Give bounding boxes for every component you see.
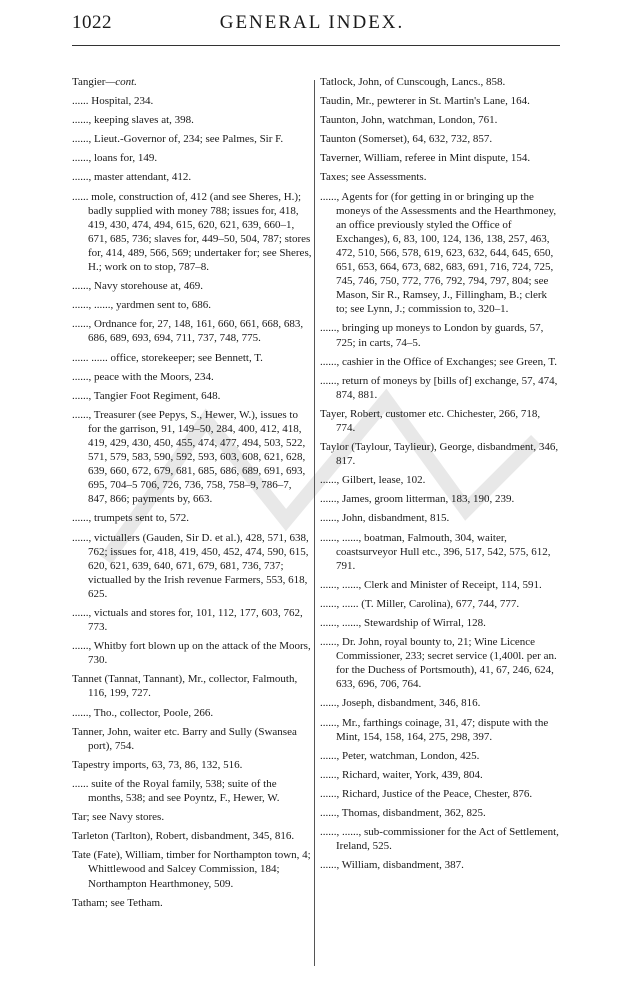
entry-heading bbox=[72, 75, 312, 89]
index-entry: Taylor (Taylour, Taylieur), George, disbandment, 346, 817. bbox=[320, 441, 559, 468]
index-entry: ...... ...... office, storekeeper; see Bennett, T. bbox=[72, 351, 263, 364]
index-entry: Taudin, Mr., pewterer in St. Martin's Lane, 164. bbox=[320, 95, 530, 108]
index-entry: ......, victuallers (Gauden, Sir D. et al.), 428, 571, 638, 762; issues for, 418, 419, 450, 452, 474, 590, 615, 620, 621, 639, 640, 671, 679, 681, 736, 737; victualled by the Irish revenue Farmers, 553, 618, 625. bbox=[72, 531, 309, 600]
heading-text: Tangier bbox=[72, 76, 106, 88]
index-entry: Tayer, Robert, customer etc. Chichester, 266, 718, 774. bbox=[320, 407, 541, 434]
index-entry: ......, Treasurer (see Pepys, S., Hewer, W.), issues to for the garrison, 91, 149–50, 284, 400, 412, 418, 419, 429, 430, 450, 455, 474, 477, 494, 503, 522, 571, 579, 583, 590, 592, 593, 603, 608, 621, 628, 639, 660, 672, 679, 681, 685, 686, 689, 691, 693, 695, 704–5 706, 726, 736, 758, 758–9, 786–7, 847, 866; payments by, 663. bbox=[72, 408, 306, 506]
index-entry: ......, Navy storehouse at, 469. bbox=[72, 280, 204, 293]
index-entry: ......, Joseph, disbandment, 346, 816. bbox=[320, 697, 481, 710]
index-entry: ......, ......, Stewardship of Wirral, 128. bbox=[320, 617, 486, 629]
header-rule bbox=[72, 45, 560, 46]
left-column bbox=[72, 75, 312, 915]
heading-cont: —cont. bbox=[105, 76, 137, 88]
index-entry: ......, Thomas, disbandment, 362, 825. bbox=[320, 807, 486, 820]
index-entry: ......, Richard, waiter, York, 439, 804. bbox=[320, 768, 483, 781]
index-entry: ......, ......, boatman, Falmouth, 304, waiter, coastsurveyor Hull etc., 396, 517, 542, 575, 612, 791. bbox=[320, 531, 551, 572]
index-entry: ......, master attendant, 412. bbox=[72, 171, 192, 184]
index-entry: Taverner, William, referee in Mint dispute, 154. bbox=[320, 152, 531, 165]
index-entry: ......, return of moneys by [bills of] exchange, 57, 474, 874, 881. bbox=[320, 374, 558, 401]
index-entry: ......, loans for, 149. bbox=[72, 152, 158, 165]
index-entry: ......, Lieut.-Governor of, 234; see Palmes, Sir F. bbox=[72, 133, 284, 146]
index-entry: ......, cashier in the Office of Exchanges; see Green, T. bbox=[320, 355, 558, 368]
index-entry: ......, Tangier Foot Regiment, 648. bbox=[72, 389, 221, 402]
column-divider bbox=[314, 80, 315, 966]
index-entry: ......, Dr. John, royal bounty to, 21; Wine Licence Commissioner, 233; secret service (1,400l. per an. for the Duchess of Portsmouth), 41, 67, 246, 624, 633, 696, 706, 764. bbox=[320, 636, 557, 691]
index-entry: ......, James, groom litterman, 183, 190, 239. bbox=[320, 493, 515, 506]
index-entry: ......, Richard, Justice of the Peace, Chester, 876. bbox=[320, 787, 533, 800]
index-entry: ......, John, disbandment, 815. bbox=[320, 512, 450, 525]
index-entry: ......, Ordnance for, 27, 148, 161, 660, 661, 668, 683, 686, 689, 693, 694, 711, 737, 748, 775. bbox=[72, 318, 304, 345]
index-entry: ......, Peter, watchman, London, 425. bbox=[320, 749, 480, 762]
index-entry: ......, peace with the Moors, 234. bbox=[72, 370, 214, 383]
right-column bbox=[320, 75, 560, 877]
index-entry: Tatlock, John, of Cunscough, Lancs., 858. bbox=[320, 76, 506, 88]
index-entry: ......, victuals and stores for, 101, 112, 177, 603, 762, 773. bbox=[72, 607, 303, 634]
index-entry: ......, ......, Clerk and Minister of Receipt, 114, 591. bbox=[320, 578, 542, 591]
index-entry: Taunton, John, watchman, London, 761. bbox=[320, 114, 498, 127]
index-entry: ......, Mr., farthings coinage, 31, 47; dispute with the Mint, 154, 158, 164, 275, 298, 397. bbox=[320, 716, 549, 743]
index-entry: Tanner, John, waiter etc. Barry and Sully (Swansea port), 754. bbox=[72, 725, 297, 752]
index-entry: ...... mole, construction of, 412 (and see Sheres, H.); badly supplied with money 788; issues for, 418, 419, 430, 474, 494, 615, 620, 621, 639, 660–1, 671, 685, 736; slaves for, 449–50, 504, 787; stores for, 414, 489, 566, 569; undertaker for; see Sheres, H.; work on to stop, 787–8. bbox=[72, 190, 312, 274]
index-entry: ...... suite of the Royal family, 538; suite of the months, 538; and see Poyntz, F., Hewer, W. bbox=[72, 777, 280, 805]
index-entry: Tarleton (Tarlton), Robert, disbandment, 345, 816. bbox=[72, 830, 295, 843]
index-entry: Taunton (Somerset), 64, 632, 732, 857. bbox=[320, 133, 493, 146]
index-entry: Tannet (Tannat, Tannant), Mr., collector, Falmouth, 116, 199, 727. bbox=[72, 673, 298, 700]
index-entry: ......, Gilbert, lease, 102. bbox=[320, 474, 426, 487]
index-entry: Tapestry imports, 63, 73, 86, 132, 516. bbox=[72, 758, 243, 771]
index-entry: Tate (Fate), William, timber for Northampton town, 4; Whittlewood and Salcey Commission, 184; Northampton Hearthmoney, 509. bbox=[72, 849, 311, 890]
index-entry: Tar; see Navy stores. bbox=[72, 811, 165, 824]
index-entry: Tatham; see Tetham. bbox=[72, 896, 163, 909]
page-title: GENERAL INDEX. bbox=[219, 12, 405, 33]
index-entry: ......, Tho., collector, Poole, 266. bbox=[72, 706, 214, 719]
index-entry: ......, Agents for (for getting in or bringing up the moneys of the Assessments and the Hearthmoney, an office previously styled the Office of Exchanges), 6, 83, 100, 124, 136, 138, 257, 463, 472, 510, 566, 578, 619, 623, 632, 644, 645, 650, 651, 653, 664, 673, 682, 683, 691, 716, 724, 725, 745, 746, 750, 772, 776, 792, 794, 797, 804; see Mason, Sir R., Ramsey, J., Fillingham, B.; clerk to; see Lynn, J.; commission to, 320–1. bbox=[320, 190, 557, 316]
index-entry: ......, Whitby fort blown up on the attack of the Moors, 730. bbox=[72, 640, 311, 667]
index-entry: ......, keeping slaves at, 398. bbox=[72, 114, 194, 127]
page-number: 1022 bbox=[72, 12, 112, 33]
index-entry: ......, ...... (T. Miller, Carolina), 677, 744, 777. bbox=[320, 597, 520, 610]
index-entry: ......, bringing up moneys to London by guards, 57, 725; in carts, 74–5. bbox=[320, 322, 544, 349]
index-entry: ......, William, disbandment, 387. bbox=[320, 859, 464, 872]
index-entry: ...... Hospital, 234. bbox=[72, 95, 154, 108]
index-entry: ......, trumpets sent to, 572. bbox=[72, 512, 190, 525]
index-entry: Taxes; see Assessments. bbox=[320, 171, 427, 184]
index-entry: ......, ......, yardmen sent to, 686. bbox=[72, 299, 212, 312]
index-entry: ......, ......, sub-commissioner for the Act of Settlement, Ireland, 525. bbox=[320, 826, 559, 853]
